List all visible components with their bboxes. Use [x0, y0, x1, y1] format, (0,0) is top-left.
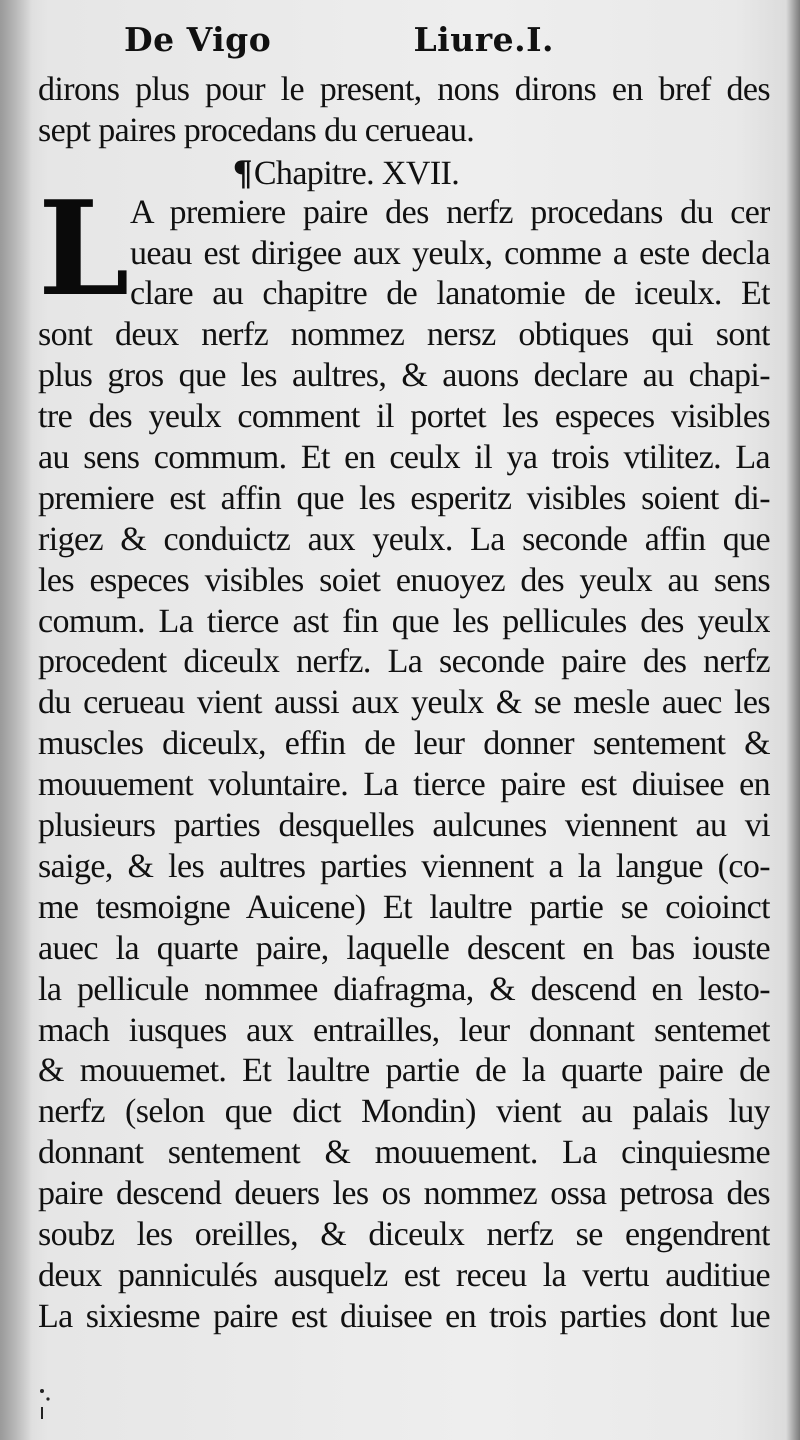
- text-line: rigez & conduictz aux yeulx. La seconde affin que: [38, 520, 770, 558]
- text-line: mach iusques aux entrailles, leur donnant sentemet: [38, 1011, 770, 1049]
- text-line: & mouuemet. Et laultre partie de la quarte paire de: [38, 1052, 770, 1090]
- text-line: sont deux nerfz nommez nersz obtiques qui sont: [38, 316, 770, 354]
- text-line: sept paires procedans du cerueau.: [38, 111, 475, 149]
- header-author: De Vigo: [124, 19, 272, 59]
- chapter-title: Chapitre. XVII.: [253, 154, 460, 192]
- text-line: la pellicule nommee diafragma, & descend en lesto-: [38, 970, 770, 1008]
- text-line: donnant sentement & mouuement. La cinquiesme: [38, 1134, 770, 1172]
- text-line: mouuement voluntaire. La tierce paire est diuisee en: [38, 766, 770, 804]
- text-line: tre des yeulx comment il portet les especes visibles: [38, 398, 770, 436]
- text-line: paire descend deuers les os nommez ossa petrosa des: [38, 1175, 770, 1213]
- text-line: au sens commum. Et en ceulx il ya trois vtilitez. La: [38, 439, 770, 477]
- text-line: du cerueau vient aussi aux yeulx & se mesle auec les: [38, 684, 770, 722]
- text-line: deux panniculés ausquelz est receu la vertu auditiue: [38, 1256, 770, 1294]
- text-line: La sixiesme paire est diuisee en trois parties dont lue: [38, 1297, 770, 1335]
- bleed-through-marks: [36, 1385, 66, 1431]
- text-line: auec la quarte paire, laquelle descent en bas iouste: [38, 929, 770, 967]
- header-book-number: Liure.I.: [413, 19, 554, 59]
- body-text: [38, 70, 770, 1338]
- text-line: clare au chapitre de lanatomie de iceulx. Et: [130, 275, 770, 313]
- text-line: ueau est dirigee aux yeulx, comme a este decla: [130, 234, 770, 272]
- chapter-heading: [38, 152, 770, 193]
- text-line: muscles diceulx, effin de leur donner sentement &: [38, 725, 770, 763]
- text-line: premiere est affin que les esperitz visibles soient di-: [38, 479, 770, 517]
- text-line: saige, & les aultres parties viennent a la langue (co-: [38, 847, 770, 885]
- ink-speck-icon: [36, 1385, 66, 1425]
- text-line: procedent diceulx nerfz. La seconde paire des nerfz: [38, 643, 770, 681]
- text-line: les especes visibles soiet enuoyez des yeulx au sens: [38, 561, 770, 599]
- pilcrow-icon: ¶: [233, 151, 252, 192]
- text-line: dirons plus pour le present, nons dirons en bref des: [38, 71, 770, 108]
- running-header: [124, 14, 554, 64]
- text-line: soubz les oreilles, & diceulx nerfz se engendrent: [38, 1215, 770, 1253]
- text-line: A premiere paire des nerfz procedans du cer: [130, 193, 770, 231]
- text-line: nerfz (selon que dict Mondin) vient au palais luy: [38, 1093, 770, 1131]
- text-line: plusieurs parties desquelles aulcunes viennent au vi: [38, 807, 770, 845]
- dropcap-initial: L: [38, 171, 129, 325]
- text-line: plus gros que les aultres, & auons declare au chapi-: [38, 357, 770, 395]
- text-line: comum. La tierce ast fin que les pellicules des yeulx: [38, 602, 770, 640]
- text-line: me tesmoigne Auicene) Et laultre partie se coioinct: [38, 888, 770, 926]
